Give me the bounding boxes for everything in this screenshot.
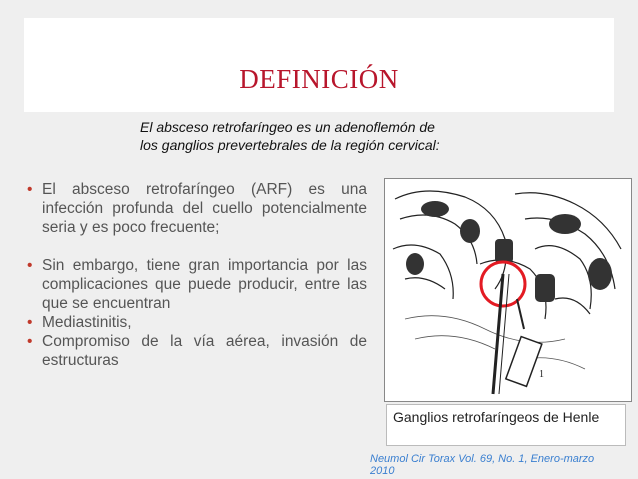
anatomy-illustration — [384, 178, 632, 402]
anatomy-drawing — [385, 179, 631, 401]
bullet-item — [27, 180, 367, 237]
definition-subtitle — [140, 118, 520, 154]
bullet-item — [27, 256, 367, 313]
bullet-text: El absceso retrofaríngeo (ARF) es una infección profunda del cuello potencialmente seria y es poco frecuente; — [42, 181, 367, 236]
subtitle-line-1: El absceso retrofaríngeo es un adenoflemón de — [140, 119, 435, 135]
subtitle-line-2: los ganglios prevertebrales de la región cervical: — [140, 137, 440, 153]
bullet-list — [27, 180, 367, 370]
citation-reference: Neumol Cir Torax Vol. 69, No. 1, Enero-marzo 2010 — [370, 453, 595, 477]
bullet-dot-icon: • — [27, 181, 33, 198]
title-box — [24, 18, 614, 112]
bullet-dot-icon: • — [27, 314, 33, 331]
bullet-dot-icon: • — [27, 333, 33, 350]
bullet-item — [27, 313, 367, 332]
bullet-text: Mediastinitis, — [42, 314, 132, 331]
bullet-text: Sin embargo, tiene gran importancia por las complicaciones que puede producir, entre las que se encuentran — [42, 257, 367, 312]
bullet-dot-icon: • — [27, 257, 33, 274]
figure-label: 1 — [539, 369, 544, 380]
bullet-text: Compromiso de la vía aérea, invasión de estructuras — [42, 333, 367, 369]
slide-title: DEFINICIÓN — [239, 64, 399, 94]
bullet-item — [27, 332, 367, 370]
figure-caption: Ganglios retrofaríngeos de Henle — [386, 404, 626, 446]
